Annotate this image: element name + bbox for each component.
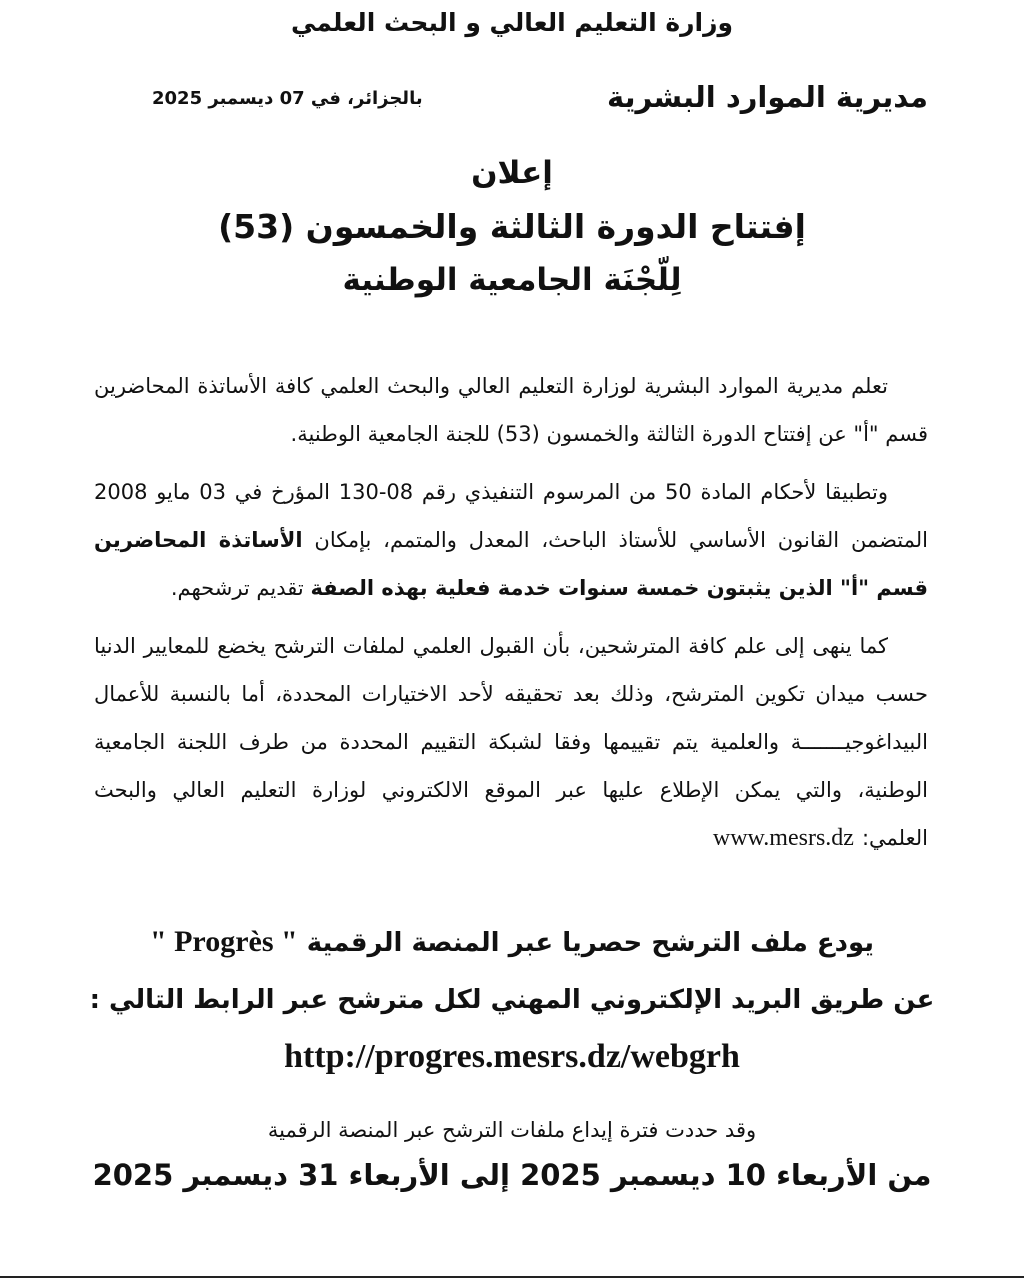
paragraph-evaluation [94, 622, 928, 862]
deposit-instruction-line2: عن طريق البريد الإلكتروني المهني لكل مترشح عبر الرابط التالي : [89, 985, 935, 1015]
platform-name: " Progrès " [149, 925, 298, 958]
ministry-website-link[interactable]: www.mesrs.dz [712, 825, 854, 851]
deposit-period-dates: من الأربعاء 10 ديسمبر 2025 إلى الأربعاء 31 ديسمبر 2025 [92, 1158, 932, 1192]
announcement-heading: إعلان [471, 155, 553, 191]
deposit-instruction-line1 [0, 925, 1024, 959]
directorate-name: مديرية الموارد البشرية [607, 80, 928, 114]
committee-heading: لِلّجْنَة الجامعية الوطنية [342, 262, 682, 298]
paragraph-legal-basis [94, 468, 928, 612]
deposit-instruction-text: يودع ملف الترشح حصريا عبر المنصة الرقمية [306, 928, 875, 958]
ministry-name: وزارة التعليم العالي و البحث العلمي [290, 8, 734, 37]
progres-platform-link[interactable]: http://progres.mesrs.dz/webgrh [284, 1038, 740, 1075]
paragraph-legal-end: تقديم ترشحهم. [170, 576, 304, 600]
dateline: بالجزائر، في 07 ديسمبر 2025 [152, 88, 423, 109]
eligible-candidates-text: الأساتذة المحاضرين قسم "أ" الذين يثبتون خمسة سنوات خدمة فعلية بهذه الصفة [94, 528, 928, 600]
opening-heading: إفتتاح الدورة الثالثة والخمسون (53) [218, 207, 806, 246]
announcement-body [94, 362, 928, 872]
paragraph-intro: تعلم مديرية الموارد البشرية لوزارة التعليم العالي والبحث العلمي كافة الأساتذة المحاضرين قسم "أ" عن إفتتاح الدورة الثالثة والخمسون (53) للجنة الجامعية الوطنية. [94, 374, 928, 446]
paragraph-evaluation-text: كما ينهى إلى علم كافة المترشحين، بأن القبول العلمي لملفات الترشح يخضع للمعايير الدنيا حسب ميدان تكوين المترشح، وذلك بعد تحقيقه لأحد الاختيارات المحددة، أما بالنسبة للأعمال البيداغوجيـــــــة والعلمية يتم تقييمها وفقا لشبكة التقييم المحددة من طرف اللجنة الجامعية الوطنية، والتي يمكن الإطلاع عليها عبر الموقع الالكتروني لوزارة التعليم العالي والبحث العلمي: [94, 634, 928, 850]
deposit-period-lead: وقد حددت فترة إيداع ملفات الترشح عبر المنصة الرقمية [267, 1118, 757, 1142]
paragraph-legal-text: وتطبيقا لأحكام المادة 50 من المرسوم التنفيذي رقم 08-130 المؤرخ في 03 مايو 2008 المتضمن القانون الأساسي للأستاذ الباحث، المعدل والمتمم، بإمكان [94, 480, 928, 552]
bottom-divider [0, 1276, 1024, 1278]
